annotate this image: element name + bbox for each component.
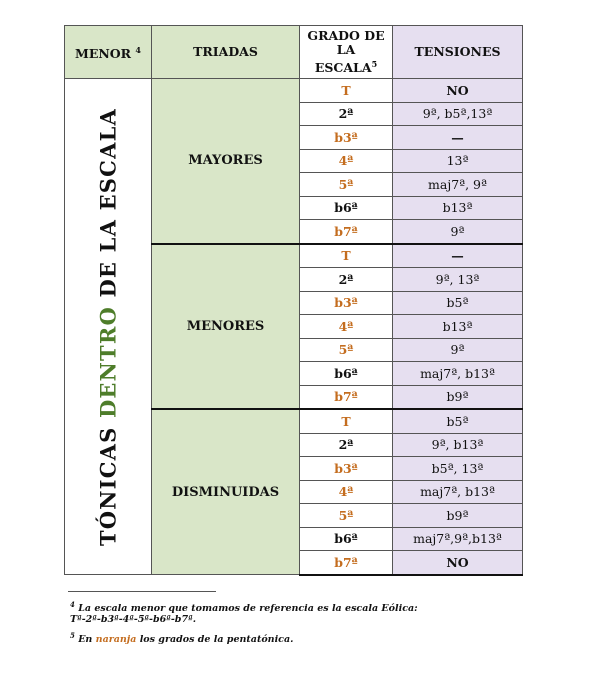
header-triadas: TRIADAS xyxy=(152,26,300,79)
tension-cell: b13ª xyxy=(393,315,523,339)
triad-type-disminuidas: DISMINUIDAS xyxy=(152,409,300,575)
footnote-4-line1: $^4$ La escala menor que tomamos de referencia es la escala Eólica: xyxy=(70,600,418,615)
grade-cell: b6ª xyxy=(300,527,393,551)
tension-cell: b9ª xyxy=(393,504,523,528)
side-label: TÓNICAS DENTRO DE LA ESCALA xyxy=(95,107,121,546)
tension-cell: maj7ª, 9ª xyxy=(393,173,523,197)
grade-cell: 4ª xyxy=(300,480,393,504)
grade-cell: T xyxy=(300,79,393,103)
footnote-4-line2: Tª-2ª-b3ª-4ª-5ª-b6ª-b7ª. xyxy=(70,614,196,625)
grade-cell: b7ª xyxy=(300,551,393,575)
header-menor: MENOR $^4$ xyxy=(65,26,152,79)
side-label-cell xyxy=(65,79,152,575)
header-grado-line3: ESCALA$^5$ xyxy=(314,58,378,76)
footnote-divider xyxy=(68,591,216,592)
tension-cell: — xyxy=(393,126,523,150)
grade-cell: 4ª xyxy=(300,149,393,173)
table-row xyxy=(65,79,523,103)
tension-cell: NO xyxy=(393,551,523,575)
grade-cell: 2ª xyxy=(300,102,393,126)
grade-cell: 2ª xyxy=(300,433,393,457)
grade-cell: T xyxy=(300,244,393,268)
grade-cell: b6ª xyxy=(300,362,393,386)
tension-cell: NO xyxy=(393,79,523,103)
grade-cell: b3ª xyxy=(300,126,393,150)
tension-cell: 9ª, b13ª xyxy=(393,433,523,457)
grade-cell: b6ª xyxy=(300,196,393,220)
grade-cell: 2ª xyxy=(300,268,393,292)
grade-cell: 5ª xyxy=(300,504,393,528)
header-menor-sup: 4 xyxy=(135,44,141,55)
footnote-5: $^5$ En naranja los grados de la pentatónica. xyxy=(70,631,294,646)
grade-cell: 5ª xyxy=(300,338,393,362)
triad-type-menores: MENORES xyxy=(152,244,300,410)
tension-cell: b5ª xyxy=(393,291,523,315)
tension-cell: 9ª xyxy=(393,338,523,362)
tensions-table xyxy=(64,25,523,576)
grade-cell: T xyxy=(300,409,393,433)
tension-cell: b5ª, 13ª xyxy=(393,457,523,481)
tension-cell: — xyxy=(393,244,523,268)
tension-cell: 9ª, 13ª xyxy=(393,268,523,292)
tension-cell: b5ª xyxy=(393,409,523,433)
header-tensiones: TENSIONES xyxy=(393,26,523,79)
header-grado-line2: LA xyxy=(336,41,356,57)
triad-type-mayores: MAYORES xyxy=(152,79,300,244)
grade-cell: b7ª xyxy=(300,220,393,244)
grade-cell: 5ª xyxy=(300,173,393,197)
tension-cell: b13ª xyxy=(393,196,523,220)
grade-cell: b7ª xyxy=(300,385,393,409)
grade-cell: b3ª xyxy=(300,291,393,315)
grade-cell: 4ª xyxy=(300,315,393,339)
tension-cell: maj7ª, b13ª xyxy=(393,480,523,504)
tension-cell: b9ª xyxy=(393,385,523,409)
header-grado xyxy=(300,26,393,79)
tension-cell: 13ª xyxy=(393,149,523,173)
tension-cell: maj7ª, b13ª xyxy=(393,362,523,386)
tension-cell: maj7ª,9ª,b13ª xyxy=(393,527,523,551)
tension-cell: 9ª xyxy=(393,220,523,244)
header-grado-line1: GRADO DE xyxy=(307,27,385,43)
grade-cell: b3ª xyxy=(300,457,393,481)
tension-cell: 9ª, b5ª,13ª xyxy=(393,102,523,126)
